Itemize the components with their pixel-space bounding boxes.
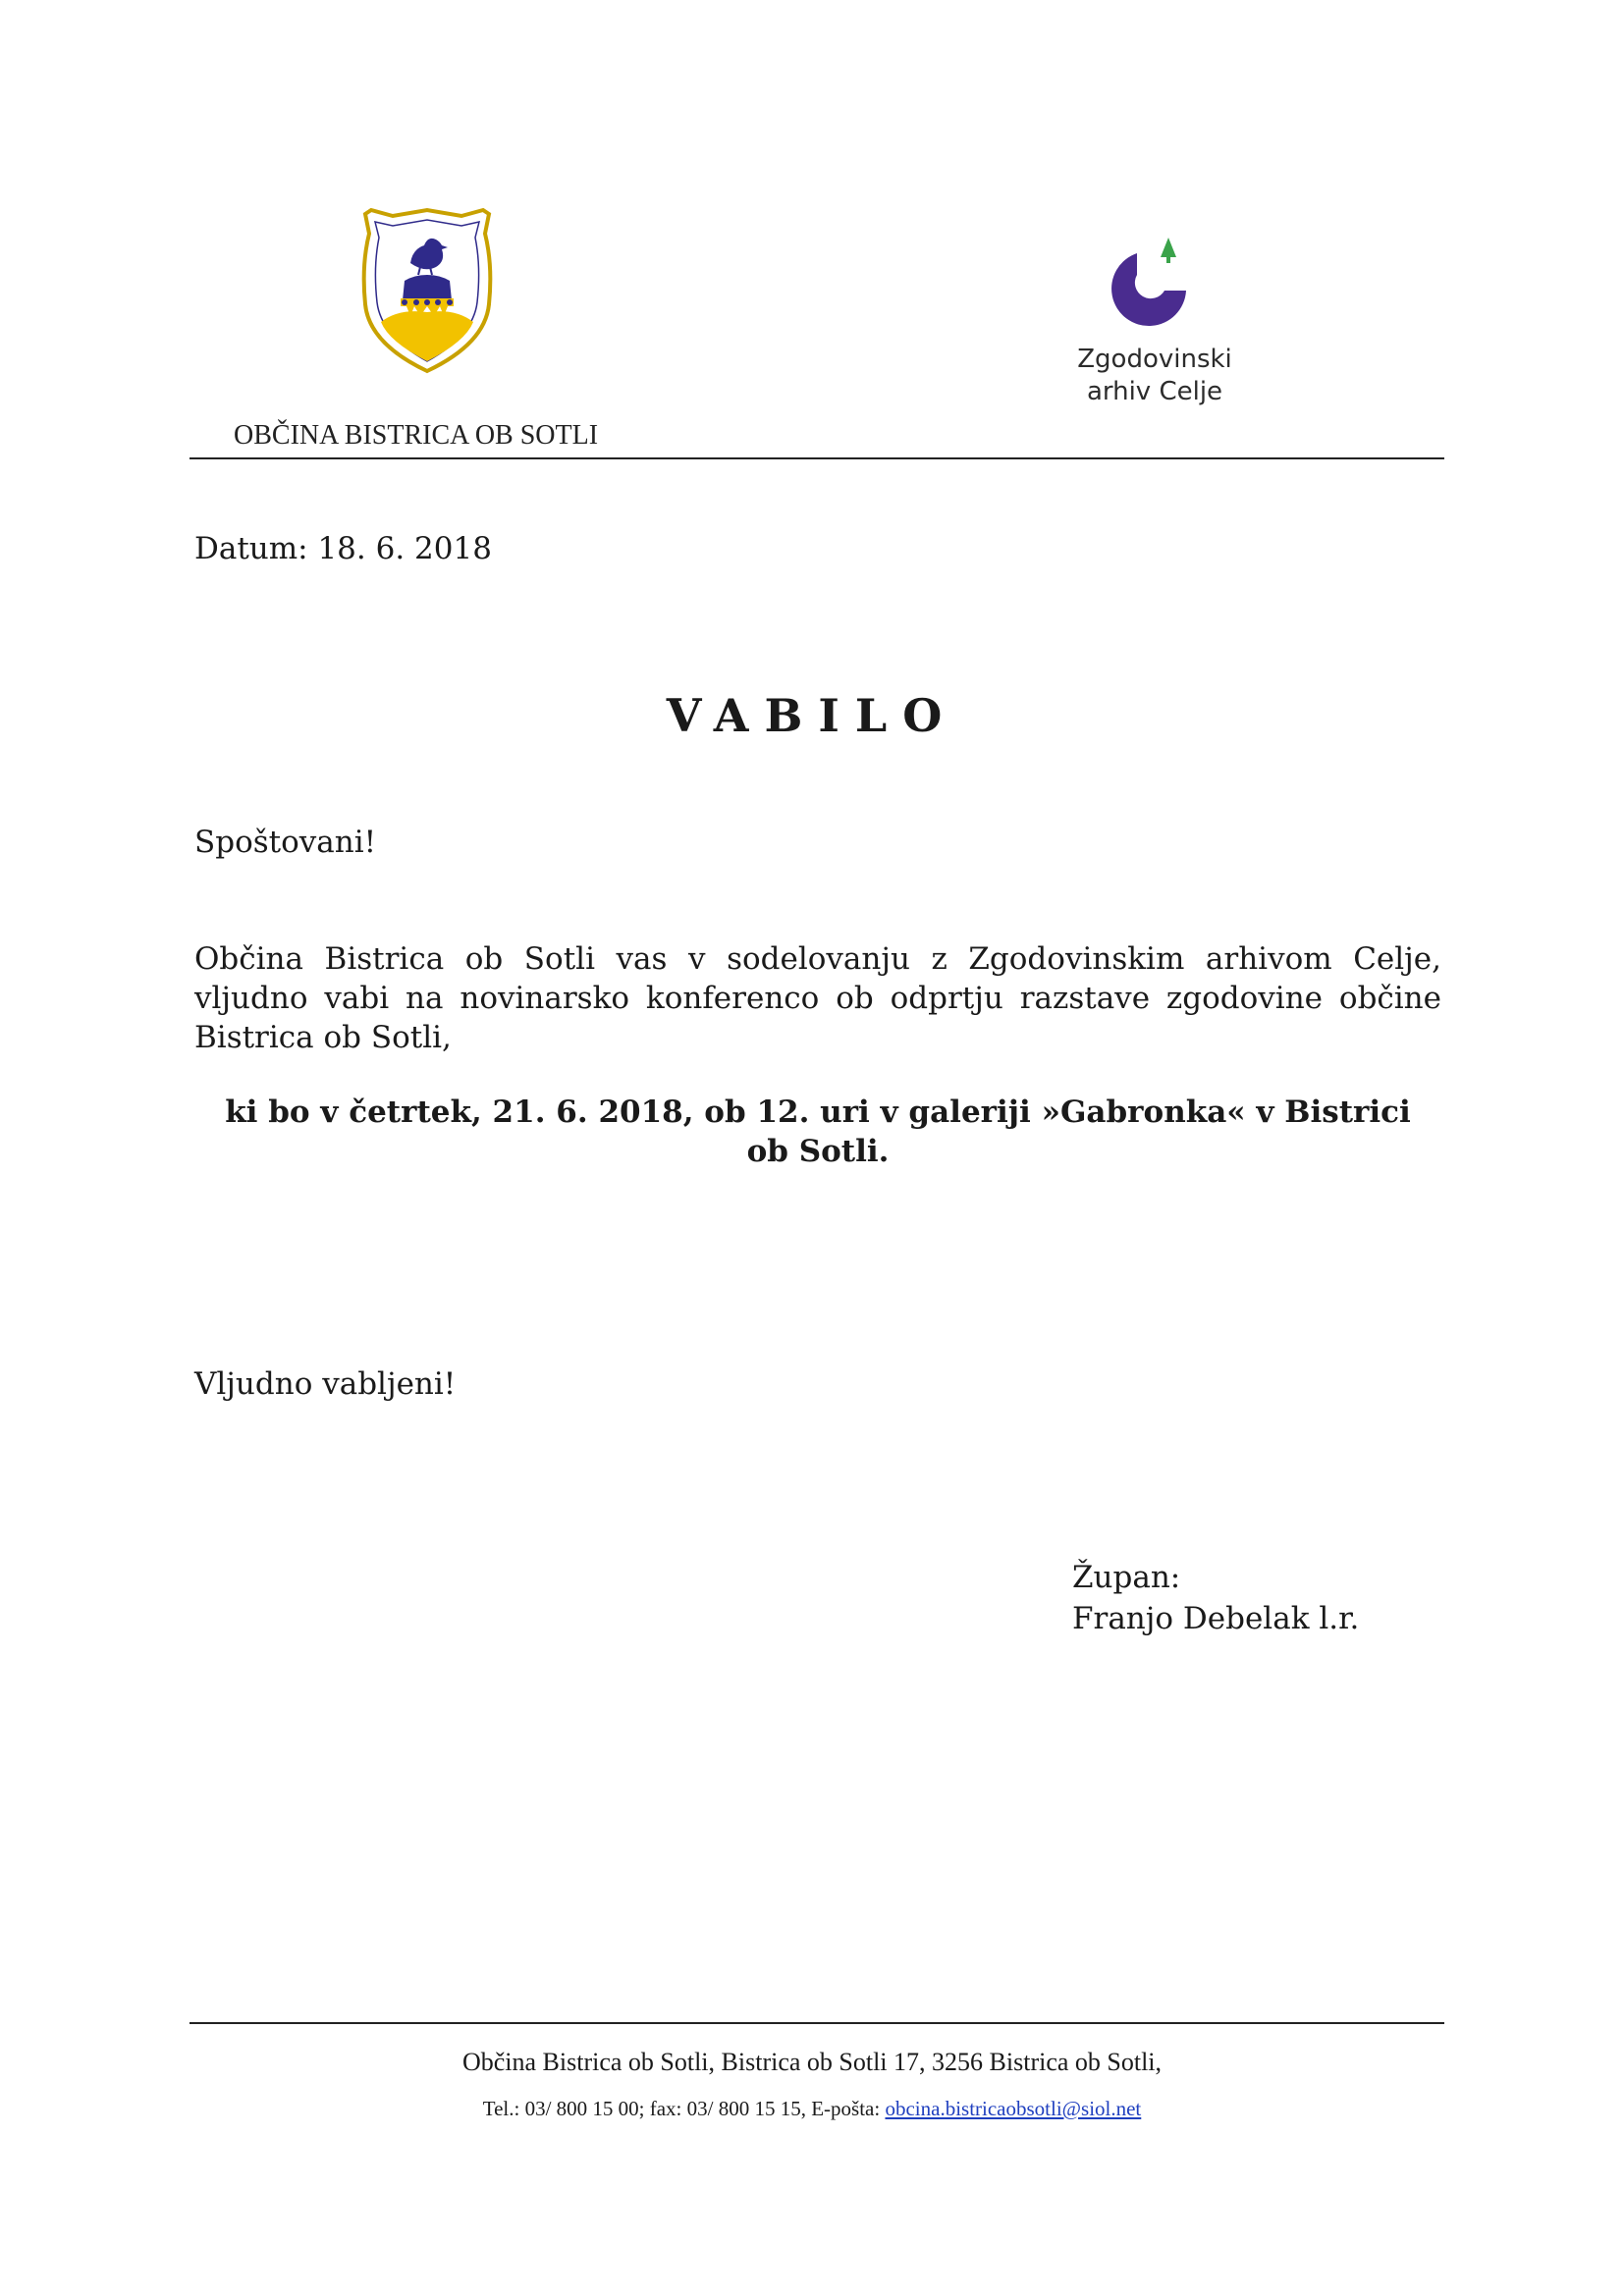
- archive-logo-text: [1056, 344, 1253, 408]
- coat-of-arms-icon: [359, 206, 495, 375]
- footer-contact: [0, 2097, 1624, 2121]
- letter-greeting: Spoštovani!: [194, 825, 377, 860]
- archive-logo-line1: Zgodovinski: [1077, 345, 1232, 374]
- email-link[interactable]: obcina.bistricaobsotli@siol.net: [885, 2097, 1142, 2120]
- letter-paragraph: [194, 939, 1441, 1057]
- municipality-name: OBČINA BISTRICA OB SOTLI: [234, 420, 599, 451]
- footer-divider: [189, 2022, 1444, 2024]
- archive-logo-icon: [1100, 236, 1208, 334]
- header-divider: [189, 457, 1444, 459]
- letter-title: VABILO: [666, 689, 958, 742]
- signature-role: Župan:: [1072, 1560, 1181, 1595]
- event-line: ki bo v četrtek, 21. 6. 2018, ob 12. uri v galeriji »Gabronka« v Bistrici: [225, 1095, 1411, 1130]
- letter-closing: Vljudno vabljeni!: [194, 1366, 457, 1402]
- event-line: ob Sotli.: [746, 1134, 890, 1169]
- event-details: [194, 1093, 1441, 1171]
- paragraph-line: Bistrica ob Sotli,: [194, 1020, 452, 1055]
- footer-contact-text: Tel.: 03/ 800 15 00; fax: 03/ 800 15 15, E-pošta:: [482, 2097, 886, 2120]
- letter-date: Datum: 18. 6. 2018: [194, 531, 492, 566]
- signature-name: Franjo Debelak l.r.: [1072, 1601, 1360, 1636]
- signature-block: [1072, 1557, 1359, 1639]
- archive-logo-line2: arhiv Celje: [1086, 377, 1223, 406]
- paragraph-line: vljudno vabi na novinarsko konferenco ob odprtju razstave zgodovine občine: [194, 981, 1441, 1016]
- footer-address: Občina Bistrica ob Sotli, Bistrica ob Sotli 17, 3256 Bistrica ob Sotli,: [461, 2048, 1163, 2076]
- paragraph-line: Občina Bistrica ob Sotli vas v sodelovanju z Zgodovinskim arhivom Celje,: [194, 941, 1441, 977]
